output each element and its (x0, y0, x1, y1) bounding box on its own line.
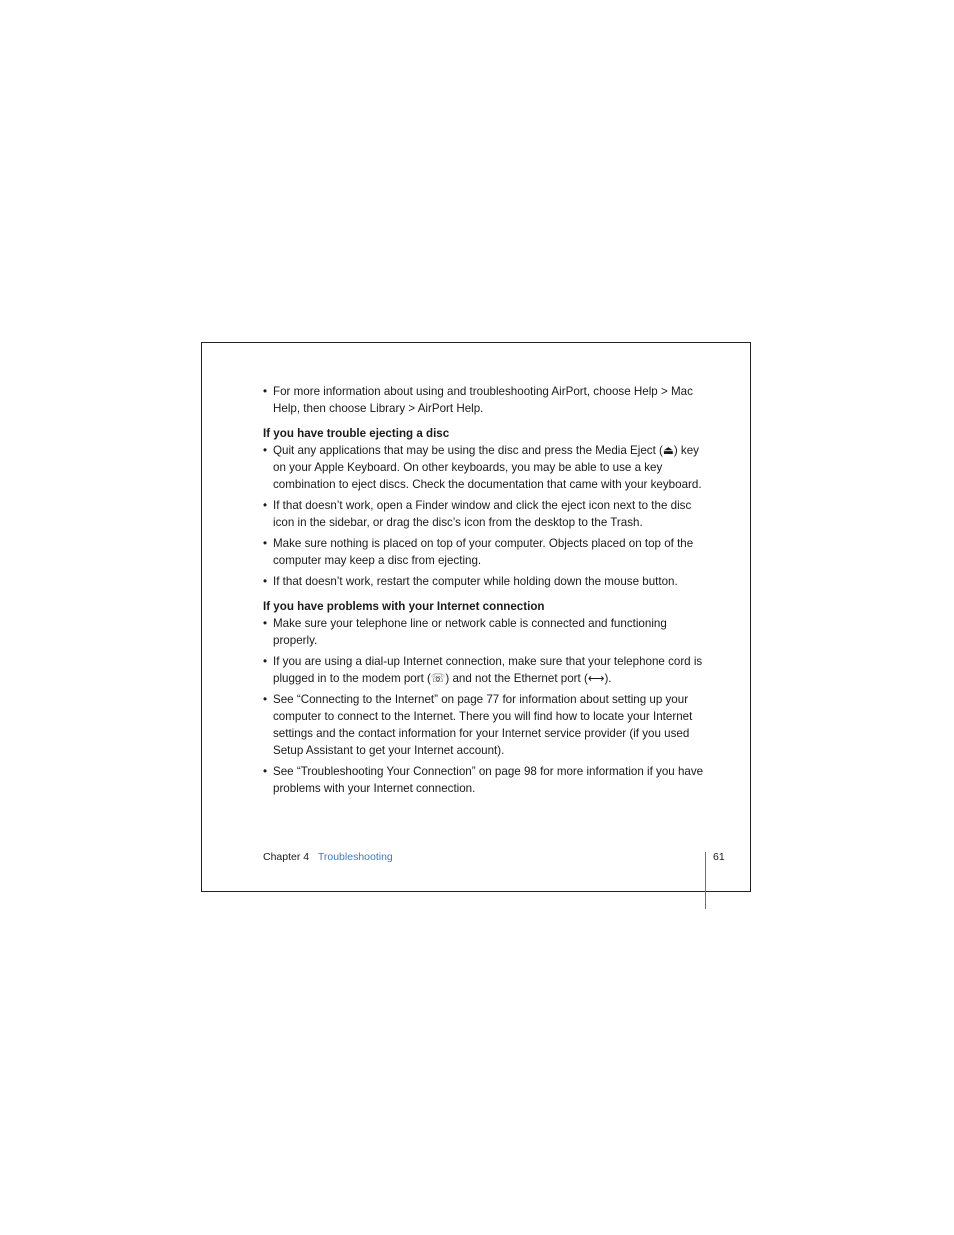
bullet-item: • If that doesn’t work, open a Finder window and click the eject icon next to the disc icon in the sidebar, or drag the disc’s icon from the desktop to the Trash. (263, 497, 708, 531)
bullet-item: • See “Connecting to the Internet” on page 77 for information about setting up your computer to connect to the Internet. There you will find how to locate your Internet settings and the contact information for your Internet service provider (if you used Setup Assistant to get your Internet account). (263, 691, 708, 759)
page-number: 61 (713, 851, 725, 863)
bullet-item: • Make sure nothing is placed on top of your computer. Objects placed on top of the computer may keep a disc from ejecting. (263, 535, 708, 569)
intro-bullet-list (263, 383, 708, 417)
page-content (263, 383, 708, 801)
internet-connection-bullet-list (263, 615, 708, 797)
bullet-item: • For more information about using and troubleshooting AirPort, choose Help > Mac Help, then choose Library > AirPort Help. (263, 383, 708, 417)
bullet-item: • Quit any applications that may be using the disc and press the Media Eject (⏏) key on your Apple Keyboard. On other keyboards, you may be able to use a key combination to eject discs. Check the documentation that came with your keyboard. (263, 442, 708, 493)
page-number-rule (705, 852, 706, 909)
footer-chapter (263, 850, 393, 864)
section-heading-eject-disc: If you have trouble ejecting a disc (263, 427, 450, 440)
chapter-title: Troubleshooting (317, 851, 393, 863)
bullet-item: • If you are using a dial-up Internet connection, make sure that your telephone cord is plugged in to the modem port (☏) and not the Ethernet port (⟷). (263, 653, 708, 687)
chapter-label: Chapter 4 (263, 851, 310, 863)
bullet-item: • See “Troubleshooting Your Connection” on page 98 for more information if you have problems with your Internet connection. (263, 763, 708, 797)
eject-disc-bullet-list (263, 442, 708, 590)
bullet-item: • Make sure your telephone line or network cable is connected and functioning properly. (263, 615, 708, 649)
section-heading-internet-connection: If you have problems with your Internet connection (263, 600, 545, 613)
bullet-item: • If that doesn’t work, restart the computer while holding down the mouse button. (263, 573, 708, 590)
